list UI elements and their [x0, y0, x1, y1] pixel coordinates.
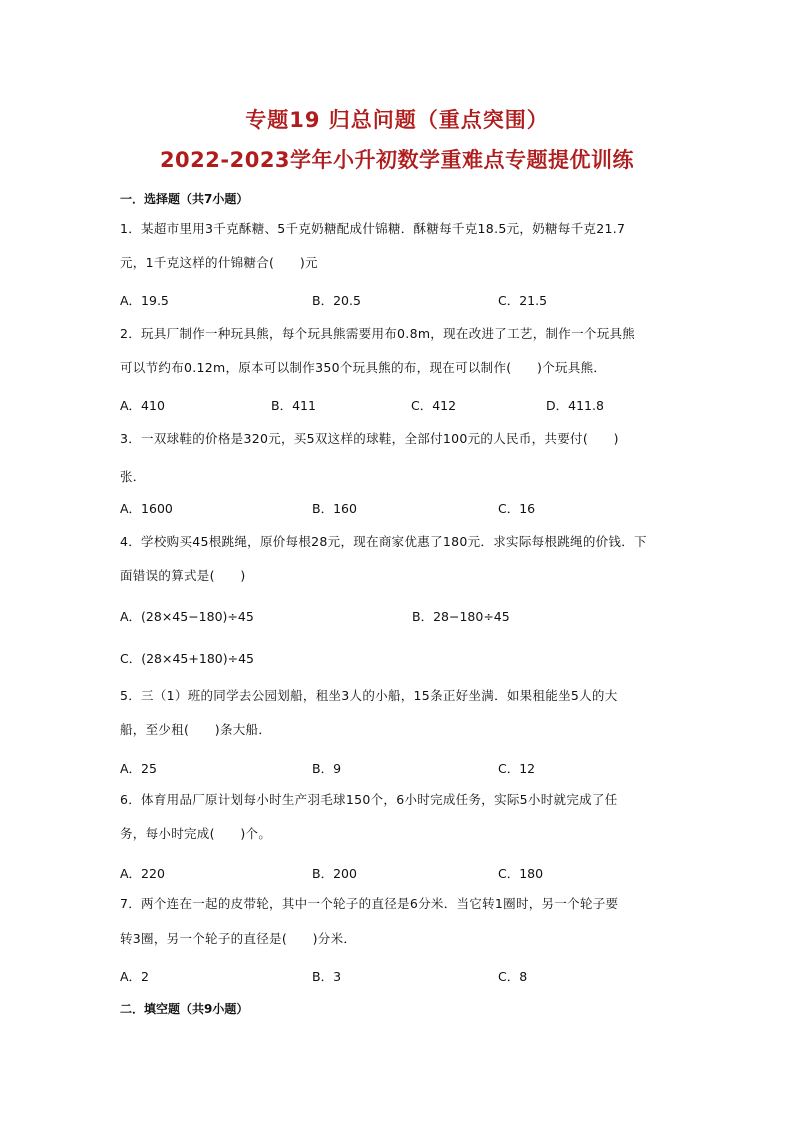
question-1-option-a: A．19.5 — [120, 293, 169, 308]
question-4-option-c: C．(28×45+180)÷45 — [120, 651, 254, 666]
question-5-line-1: 5．三（1）班的同学去公园划船，租坐3人的小船，15条正好坐满．如果租能坐5人的大 — [120, 688, 618, 703]
question-2-line-1: 2．玩具厂制作一种玩具熊，每个玩具熊需要用布0.8m，现在改进了工艺，制作一个玩具熊 — [120, 326, 636, 341]
question-6-line-2: 务，每小时完成( )个。 — [120, 826, 272, 841]
page-title: 专题19 归总问题（重点突围） — [245, 108, 549, 132]
question-7-line-1: 7．两个连在一起的皮带轮，其中一个轮子的直径是6分米．当它转1圈时，另一个轮子要 — [120, 896, 619, 911]
question-1-option-c: C．21.5 — [498, 293, 548, 308]
question-3-option-c: C．16 — [498, 501, 536, 516]
question-6-option-a: A．220 — [120, 866, 165, 881]
question-2-line-2: 可以节约布0.12m，原本可以制作350个玩具熊的布，现在可以制作( )个玩具熊． — [120, 360, 607, 375]
question-6-option-b: B．200 — [312, 866, 357, 881]
question-3-line-1: 3．一双球鞋的价格是320元，买5双这样的球鞋，全部付100元的人民币，共要付( ) — [120, 431, 619, 446]
question-3-option-b: B．160 — [312, 501, 357, 516]
question-4-line-2: 面错误的算式是( ) — [120, 568, 246, 583]
question-5-option-c: C．12 — [498, 761, 536, 776]
question-2-option-c: C．412 — [411, 398, 457, 413]
question-5-option-a: A．25 — [120, 761, 157, 776]
section-heading-fill: 二．填空题（共9小题） — [120, 1002, 249, 1016]
question-3-line-2: 张． — [120, 469, 146, 484]
question-2-option-a: A．410 — [120, 398, 165, 413]
question-1-line-1: 1．某超市里用3千克酥糖、5千克奶糖配成什锦糖．酥糖每千克18.5元，奶糖每千克21.7 — [120, 221, 626, 236]
section-heading-choice: 一．选择题（共7小题） — [120, 192, 249, 206]
question-7-option-c: C．8 — [498, 969, 528, 984]
question-7-option-b: B．3 — [312, 969, 342, 984]
question-3-option-a: A．1600 — [120, 501, 173, 516]
question-7-line-2: 转3圈，另一个轮子的直径是( )分米． — [120, 931, 357, 946]
question-6-option-c: C．180 — [498, 866, 544, 881]
question-5-line-2: 船，至少租( )条大船． — [120, 722, 272, 737]
question-4-line-1: 4．学校购买45根跳绳，原价每根28元，现在商家优惠了180元．求实际每根跳绳的价钱．下 — [120, 534, 647, 549]
question-6-line-1: 6．体育用品厂原计划每小时生产羽毛球150个，6小时完成任务，实际5小时就完成了任 — [120, 792, 618, 807]
question-4-option-a: A．(28×45−180)÷45 — [120, 609, 254, 624]
question-2-option-b: B．411 — [271, 398, 316, 413]
question-1-line-2: 元，1千克这样的什锦糖合( )元 — [120, 255, 318, 270]
question-7-option-a: A．2 — [120, 969, 150, 984]
question-2-option-d: D．411.8 — [546, 398, 604, 413]
question-4-option-b: B．28−180÷45 — [412, 609, 510, 624]
question-1-option-b: B．20.5 — [312, 293, 361, 308]
page-subtitle: 2022-2023学年小升初数学重难点专题提优训练 — [159, 148, 635, 172]
question-5-option-b: B．9 — [312, 761, 342, 776]
